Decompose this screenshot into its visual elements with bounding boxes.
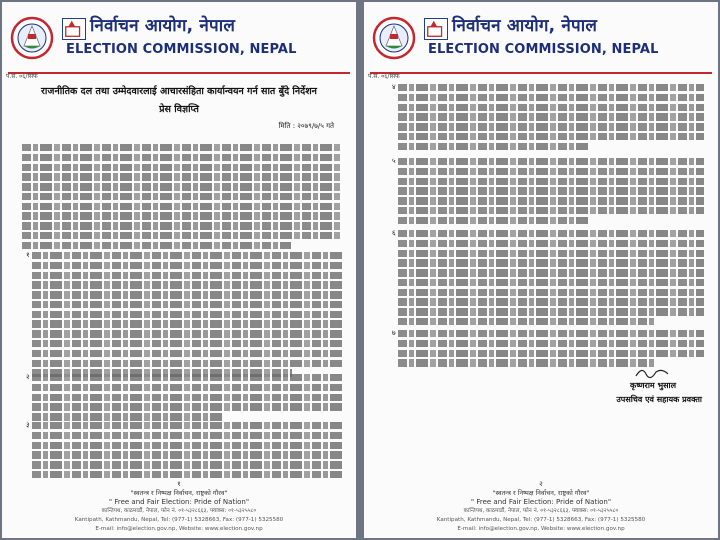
nepal-emblem-icon xyxy=(372,16,416,60)
nepal-emblem-icon xyxy=(10,16,54,60)
motto-english: " Free and Fair Election: Pride of Nation" xyxy=(470,498,612,506)
letterhead xyxy=(364,10,718,70)
header-divider xyxy=(8,72,350,74)
point-number: ५ xyxy=(392,157,396,165)
point-paragraph xyxy=(392,229,704,328)
point-paragraph xyxy=(26,251,342,379)
point-paragraph xyxy=(26,421,342,481)
address-english: Kantipath, Kathmandu, Nepal, Tel: (977-1) 5328663, Fax: (977-1) 5325580 xyxy=(436,517,646,523)
org-name-nepali: निर्वाचन आयोग, नेपाल xyxy=(452,16,598,36)
press-release-page-2 xyxy=(364,2,718,538)
page-number: १ xyxy=(177,480,181,488)
header-divider xyxy=(370,72,712,74)
org-name-english: ELECTION COMMISSION, NEPAL xyxy=(428,42,659,57)
contact-info: E-mail: info@election.gov.np, Website: www.election.gov.np xyxy=(457,526,625,532)
point-number: २ xyxy=(26,373,30,381)
signature-mark xyxy=(634,364,670,380)
point-paragraph xyxy=(392,83,704,152)
address-nepali: कान्तिपथ, काठमाडौं, नेपाल, फोन नं. ०१-५३२८६६३, फ्याक्स: ०१-५३२५५८० xyxy=(463,508,619,514)
point-number: ३ xyxy=(26,421,30,429)
point-number: ४ xyxy=(392,83,396,91)
press-release-page-1 xyxy=(2,2,356,538)
point-number: ७ xyxy=(392,329,396,337)
letterhead xyxy=(2,10,356,70)
document-subtitle: प्रेस विज्ञप्ति xyxy=(159,104,199,115)
page-footer xyxy=(2,488,356,533)
signatory-name: कृष्णराम भुसाल xyxy=(630,381,676,390)
org-name-nepali: निर्वाचन आयोग, नेपाल xyxy=(90,16,236,36)
intro-paragraph xyxy=(22,144,342,252)
point-paragraph xyxy=(26,373,342,423)
reference-number: प.सं. ०६/सिर्फ xyxy=(6,73,38,80)
ballot-box-icon xyxy=(424,18,448,40)
contact-info: E-mail: info@election.gov.np, Website: www.election.gov.np xyxy=(95,526,263,532)
page-number: २ xyxy=(539,480,543,488)
point-paragraph xyxy=(392,157,704,226)
address-nepali: कान्तिपथ, काठमाडौं, नेपाल, फोन नं. ०१-५३२८६६३, फ्याक्स: ०१-५३२५५८० xyxy=(101,508,257,514)
org-name-english: ELECTION COMMISSION, NEPAL xyxy=(66,42,297,57)
ballot-box-icon xyxy=(62,18,86,40)
motto-english: " Free and Fair Election: Pride of Nation" xyxy=(108,498,250,506)
document-title: राजनीतिक दल तथा उम्मेदवारलाई आचारसंहिता कार्यान्वयन गर्न सात बुँदे निर्देशन xyxy=(41,86,317,97)
address-english: Kantipath, Kathmandu, Nepal, Tel: (977-1) 5328663, Fax: (977-1) 5325580 xyxy=(74,517,284,523)
document-date: मिति : २०७९/७/५ गते xyxy=(278,122,334,130)
page-footer xyxy=(364,488,718,533)
point-number: १ xyxy=(26,251,30,259)
signatory-title: उपसचिव एवं सहायक प्रवक्ता xyxy=(616,395,702,404)
motto-nepali: "स्वतन्त्र र निष्पक्ष निर्वाचन, राष्ट्रको गौरव" xyxy=(492,489,590,497)
reference-number: प.सं. ०६/सिर्फ xyxy=(368,73,400,80)
motto-nepali: "स्वतन्त्र र निष्पक्ष निर्वाचन, राष्ट्रको गौरव" xyxy=(130,489,228,497)
point-number: ६ xyxy=(392,229,396,237)
